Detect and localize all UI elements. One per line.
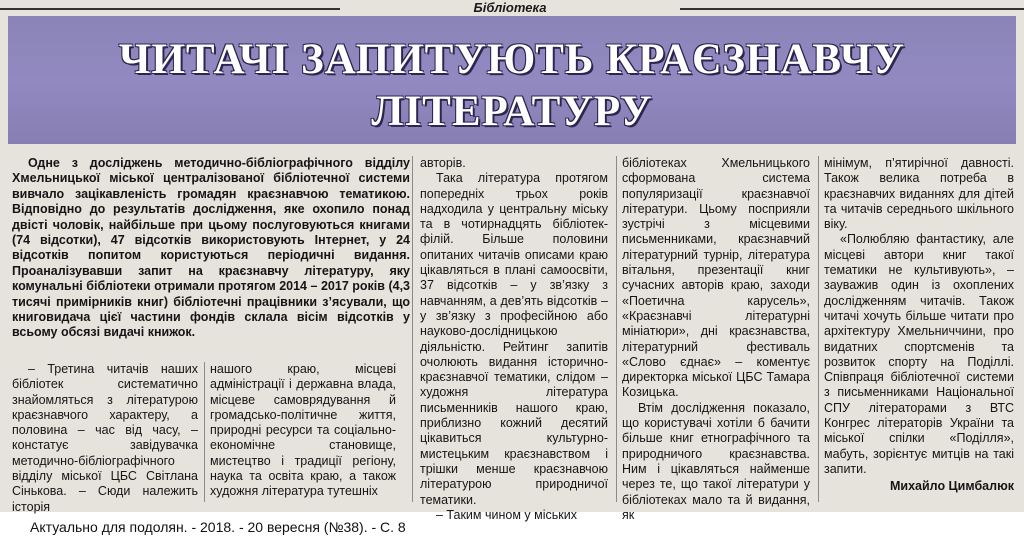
article-headline [8, 34, 1016, 138]
article-column-3 [420, 156, 608, 523]
column-3-paragraph-2: Така література протягом попередніх трьох років надходила у центральну міську та в чотирнадцять бібліотек-філій. Більше половини опитаних читачів описами краю цікавляться в плані самоосвіти, 37 відсотків – у зв’язку з навчанням, а дев’ять відсотків – у зв’язку з професійною або науково-дослідницькою діяльністю. Рейтинг запитів очолюють видання історично-краєзнавчої тематики, слідом – художня література письменників нашого краю, приблизно кожний десятий цікавиться культурно-мистецьким краєзнавством і трішки менше краєзнавчою літературою природничої тематики. [420, 171, 608, 507]
section-rubric: Бібліотека [340, 0, 680, 16]
column-2-paragraph: нашого краю, місцеві адміністрації і державна влада, місцеве самоврядування й громадсько-політичне життя, природні ресурси та соціально-економічне становище, мистецтво і традиції регіону, наука та освіта краю, а також художня література тутешніх [210, 362, 396, 499]
column-divider [412, 156, 413, 502]
article-column-1 [12, 362, 198, 515]
article-column-2 [210, 362, 396, 500]
headline-banner [8, 16, 1016, 144]
column-divider [616, 156, 617, 502]
column-divider [204, 362, 205, 502]
article-column-5 [824, 156, 1014, 495]
headline-line-1: ЧИТАЧІ ЗАПИТУЮТЬ КРАЄЗНАВЧУ [118, 36, 906, 83]
author-signature: Михайло Цимбалюк [889, 479, 1014, 494]
article-lead: Одне з досліджень методично-бібліографічного відділу Хмельницької міської централізованої бібліотечної системи вивчало зацікавленість громадян краєзнавчою тематикою. Відповідно до результатів дослідження, яке охопило понад двісті чоловік, найбільше при цьому послуговуються книгами (74 відсотки), 47 відсотків використовують Інтернет, у 24 відсотків попитом користуються періодичні видання. Проаналізувавши запит на краєзнавчу літературу, яку комунальні бібліотеки отримали протягом 2014 – 2017 років (4,3 тисячі примірників книг) бібліотечні працівники з’ясували, що книговидача цієї частини фондів склала вісім відсотків у всьому обсязі видачі книжок. [12, 156, 410, 340]
column-1-paragraph: – Третина читачів наших бібліотек систематично знайомляться з літературою краєзнавчого характеру, а половина – час від часу, – констатує завідувачка методично-бібліографічного відділу міської ЦБС Світлана Сінькова. – Сюди належить історія [12, 362, 198, 514]
column-3-paragraph-3: – Таким чином у міських [436, 507, 577, 522]
column-5-paragraph-1: мінімум, п’ятирічної давності. Також велика потреба в краєзнавчих виданнях для дітей та читачів середнього шкільного віку. [824, 156, 1014, 232]
source-citation: Актуально для подолян. - 2018. - 20 вересня (№38). - С. 8 [30, 519, 406, 535]
column-divider [818, 156, 819, 502]
column-4-paragraph-1: бібліотеках Хмельницького сформована система популяризації краєзнавчої літератури. Цьому посприяли зустрічі з місцевими письменниками, краєзнавчий літературний турнір, література вітальня, презентації книг сучасних авторів краю, заходи «Поетична карусель», «Краєзнавчі літературні мініатюри», дні краєзнавства, літературний фестиваль «Слово єднає» – коментує директорка міської ЦБС Тамара Козицька. [622, 156, 810, 400]
column-3-paragraph-1: авторів. [420, 156, 466, 170]
article-column-4 [622, 156, 810, 523]
column-4-paragraph-2: Втім дослідження показало, що користувачі хотіли б бачити більше книг етнографічного та природничого краєзнавства. Ним і цікавляться найменше через те, що такої літератури у бібліотеках мало та й видання, як [622, 400, 810, 522]
headline-line-2: ЛІТЕРАТУРУ [371, 88, 653, 135]
column-5-paragraph-2: «Полюбляю фантастику, але місцеві автори книг такої тематики не культивують», – зауважив один із охоплених дослідженням читачів. Також читачі хочуть більше читати про архітектуру Хмельниччини, про видатних спортсменів та розвиток спорту на Поділлі. Співпраця бібліотечної системи з письменниками Національної СПУ літераторами з ВТС Конгрес літераторів України та міської спілки «Поділля», мабуть, зорієнтує митців на такі запити. [824, 232, 1014, 476]
